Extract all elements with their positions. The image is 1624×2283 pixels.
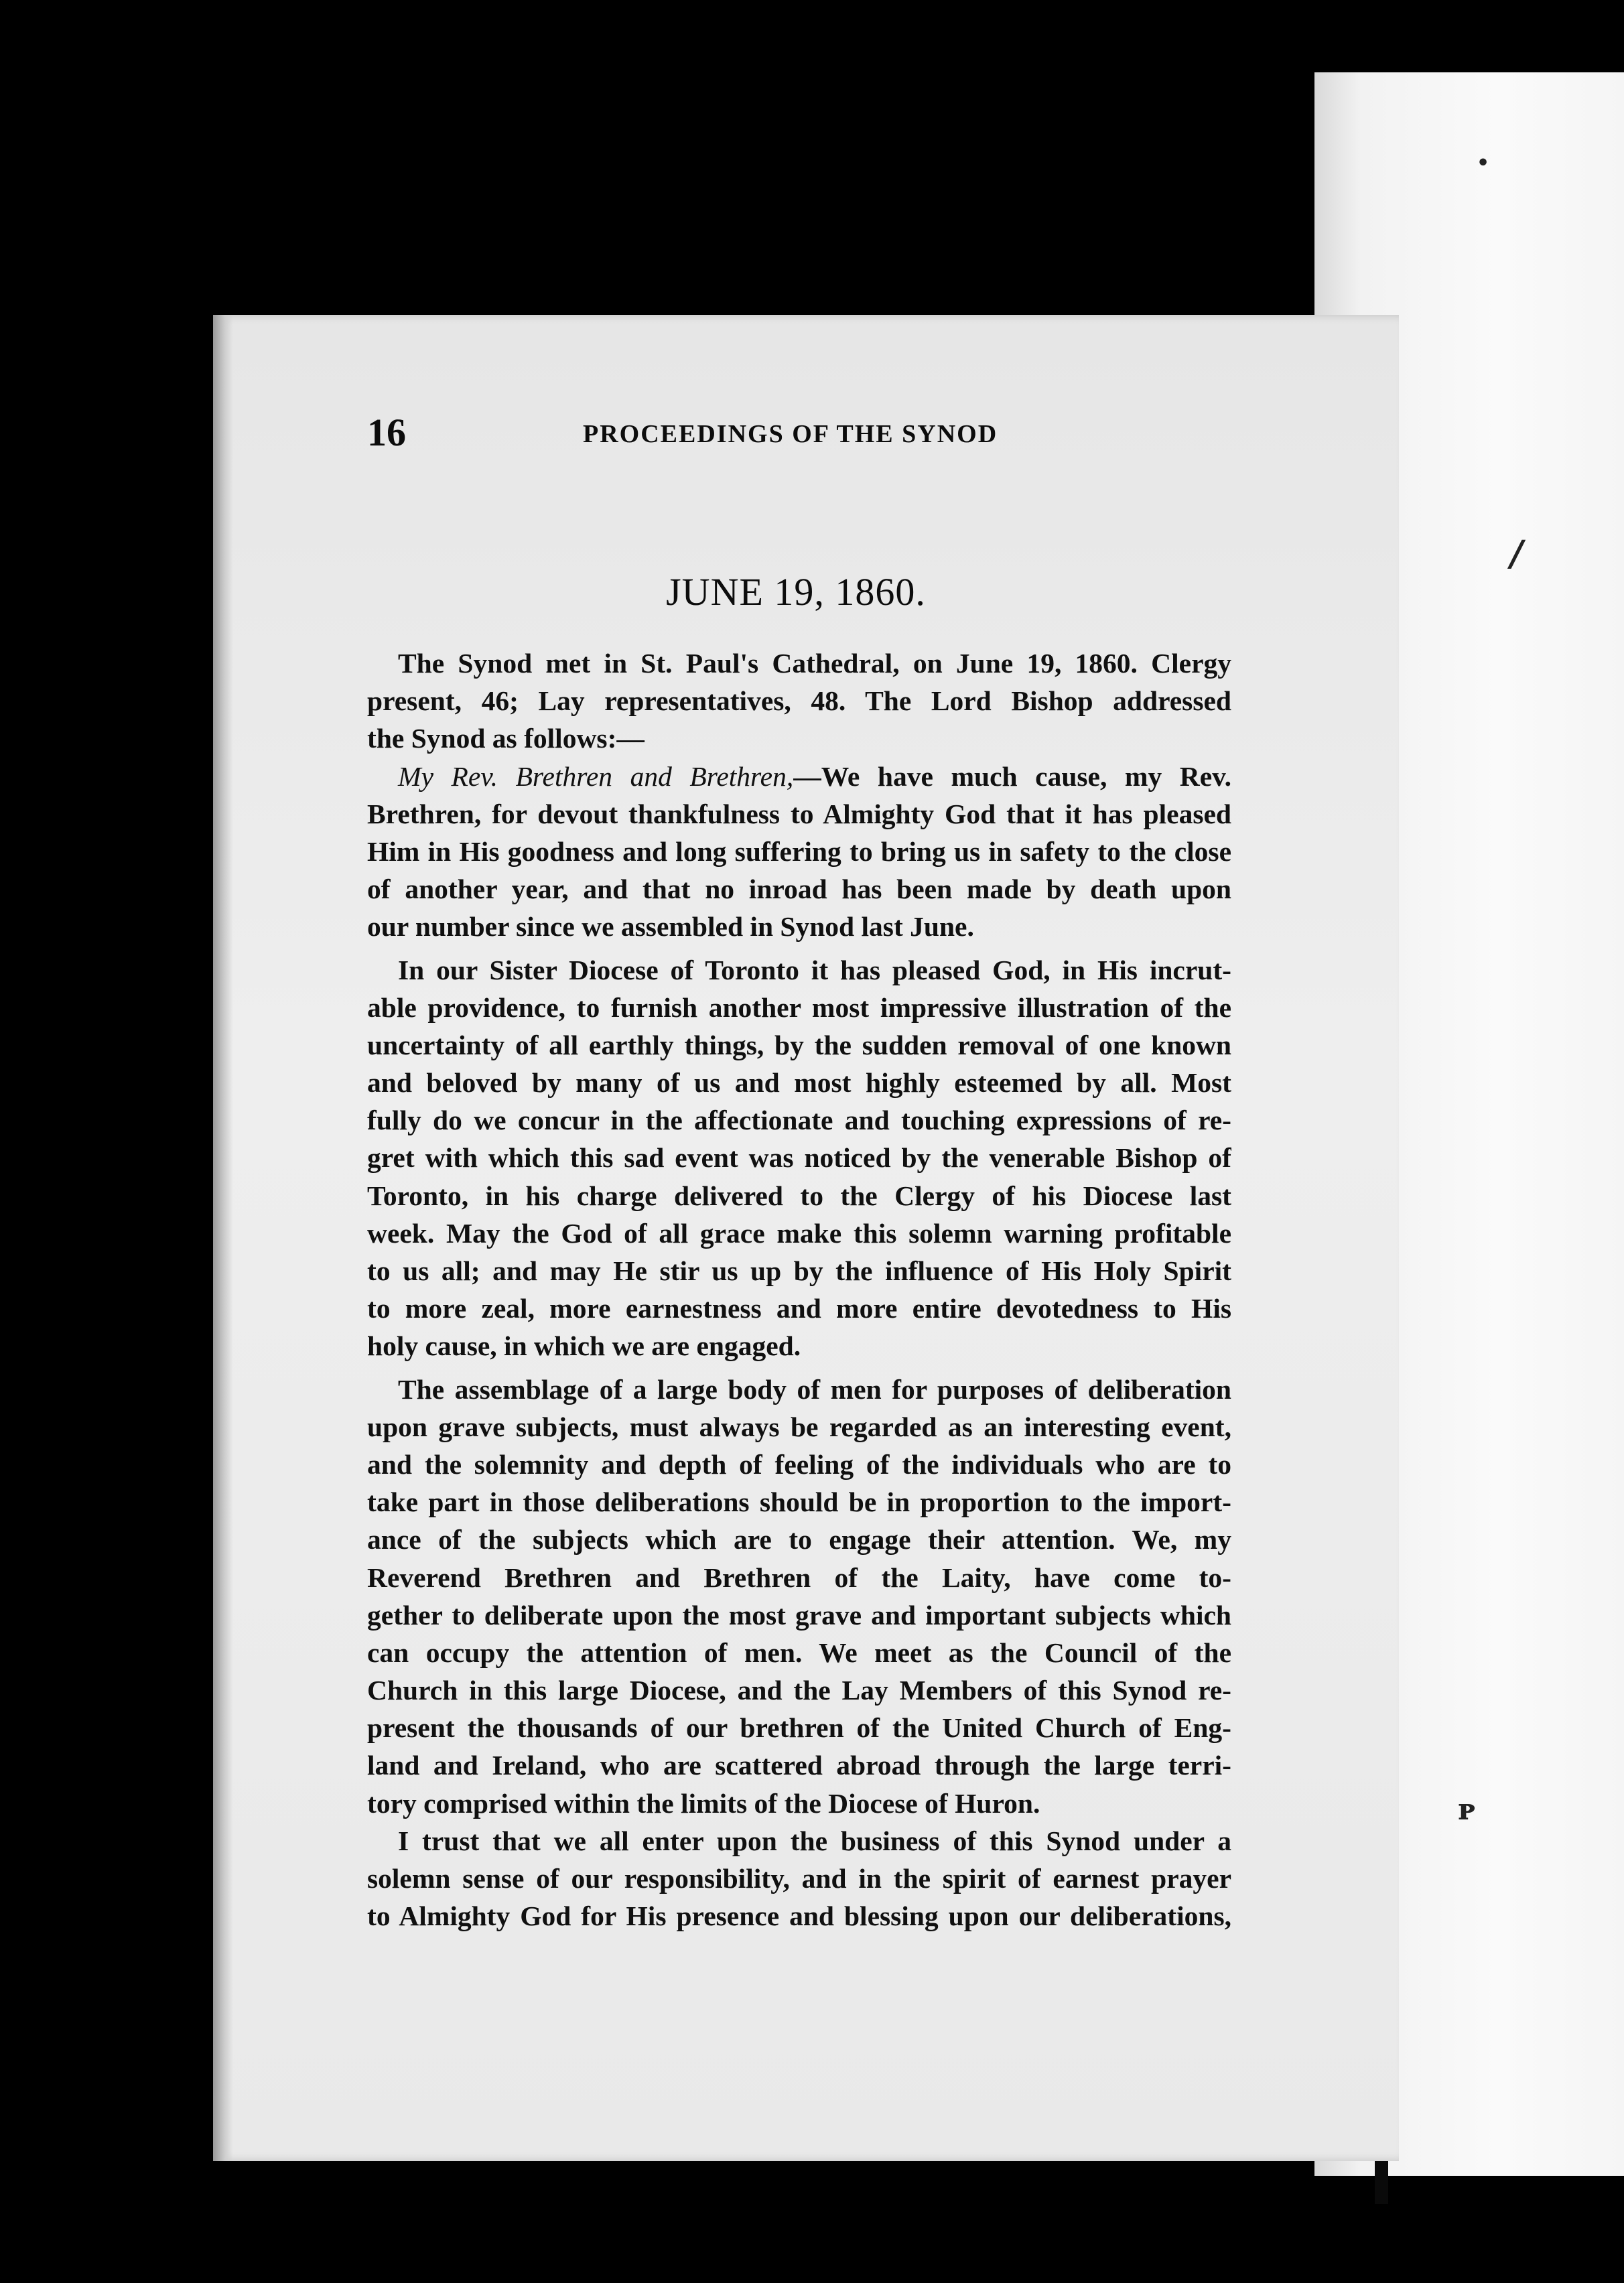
text-line: to us all; and may He stir us up by the influence of His Holy Spirit	[367, 1255, 1231, 1286]
text-line: Toronto, in his charge delivered to the Clergy of his Diocese last	[367, 1180, 1231, 1211]
text-line: Brethren, for devout thankfulness to Almighty God that it has pleased	[367, 798, 1231, 829]
text-line: week. May the God of all grace make this solemn warning profitable	[367, 1217, 1231, 1249]
facing-page-mark: •	[1477, 151, 1490, 175]
text-line: land and Ireland, who are scattered abroad through the large terri-	[367, 1750, 1231, 1781]
text-line: of another year, and that no inroad has been made by death upon	[367, 874, 1231, 905]
text-line-salutation	[367, 758, 1231, 795]
body-text	[367, 644, 1231, 1935]
text-line: and the solemnity and depth of feeling of the individuals who are to	[367, 1448, 1231, 1480]
text-line: present, 46; Lay representatives, 48. The Lord Bishop addressed	[367, 685, 1231, 717]
text-line: The Synod met in St. Paul's Cathedral, on June 19, 1860. Clergy	[398, 648, 1231, 679]
text-line: and beloved by many of us and most highly esteemed by all. Most	[367, 1067, 1231, 1099]
text-line: the Synod as follows:—	[367, 723, 645, 754]
text-line: gether to deliberate upon the most grave and important subjects which	[367, 1599, 1231, 1631]
text-line: gret with which this sad event was noticed by the venerable Bishop of	[367, 1142, 1231, 1174]
text-line: In our Sister Diocese of Toronto it has pleased God, in His incrut-	[398, 954, 1231, 985]
running-title: PROCEEDINGS OF THE SYNOD	[583, 420, 998, 448]
text-line: take part in those deliberations should be in proportion to the import-	[367, 1486, 1231, 1518]
salutation: My Rev. Brethren and Brethren,	[398, 760, 794, 792]
text-line: able providence, to furnish another most impressive illustration of the	[367, 991, 1231, 1023]
text-line: I trust that we all enter upon the business of this Synod under a	[398, 1825, 1231, 1856]
text-line: can occupy the attention of men. We meet as the Council of the	[367, 1637, 1231, 1668]
text-line: to more zeal, more earnestness and more entire devotedness to His	[367, 1293, 1231, 1324]
text-line: Church in this large Diocese, and the Lay Members of this Synod re-	[367, 1675, 1231, 1706]
running-head	[367, 410, 1345, 457]
text-line: The assemblage of a large body of men for purposes of deliberation	[398, 1373, 1231, 1405]
facing-page-mark: /	[1510, 533, 1523, 574]
text-line: holy cause, in which we are engaged.	[367, 1330, 801, 1362]
page-number: 16	[367, 411, 406, 454]
text-line: to Almighty God for His presence and blessing upon our deliberations,	[367, 1900, 1231, 1932]
page-edge-shadow	[213, 315, 233, 2161]
text-line: upon grave subjects, must always be regarded as an interesting event,	[367, 1411, 1231, 1442]
section-heading: JUNE 19, 1860.	[666, 570, 926, 614]
facing-page-mark: ᴘ	[1458, 1793, 1475, 1827]
text-line: Reverend Brethren and Brethren of the Laity, have come to-	[367, 1562, 1231, 1593]
text-line: tory comprised within the limits of the Diocese of Huron.	[367, 1787, 1040, 1819]
text-line: Him in His goodness and long suffering to bring us in safety to the close	[367, 835, 1231, 867]
text-line: our number since we assembled in Synod last June.	[367, 911, 974, 943]
text-line: solemn sense of our responsibility, and in the spirit of earnest prayer	[367, 1863, 1231, 1894]
text-line: fully do we concur in the affectionate and touching expressions of re-	[367, 1105, 1231, 1136]
text-line: ance of the subjects which are to engage their attention. We, my	[367, 1524, 1231, 1555]
text-line: present the thousands of our brethren of the United Church of Eng-	[367, 1712, 1231, 1744]
text-line: uncertainty of all earthly things, by the sudden removal of one known	[367, 1029, 1231, 1060]
text-fragment: —We have much cause, my Rev.	[793, 760, 1231, 792]
